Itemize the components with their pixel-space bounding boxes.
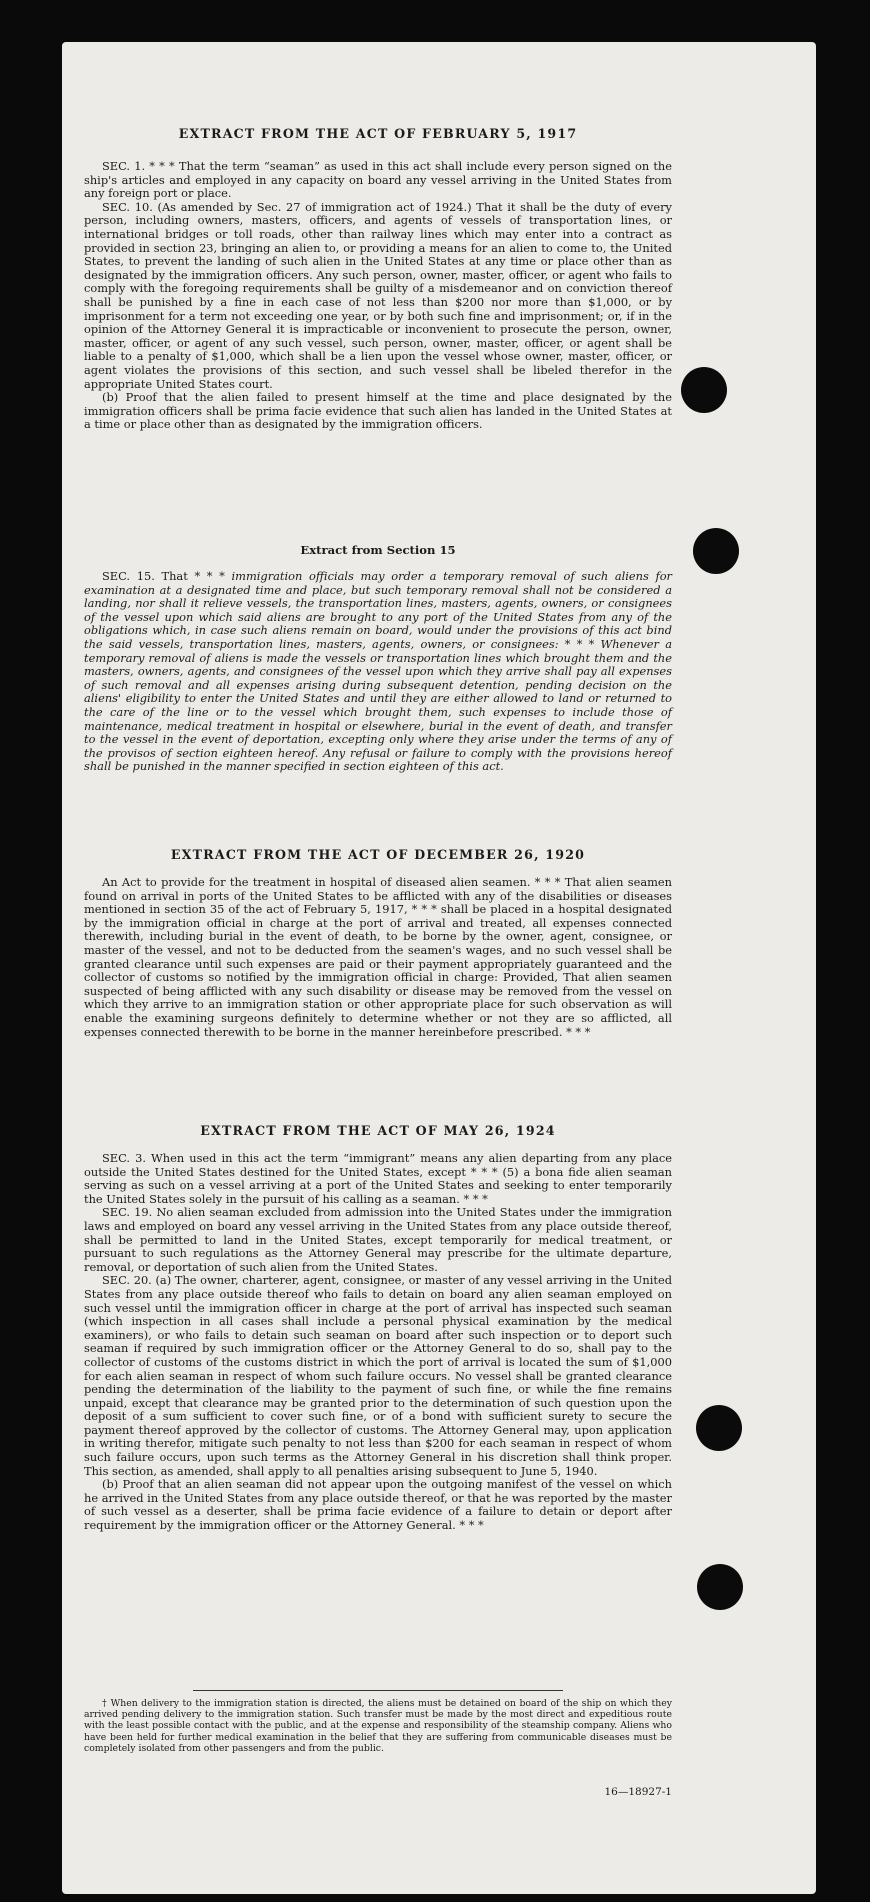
paragraph-sec-20-b: (b) Proof that an alien seaman did not appear upon the outgoing manifest of the vessel on which he arrived in the United States from any place outside thereof, or that he was reported by the master of such vessel as a deserter, shall be prima facie evidence of a failure to detain or deport after requirement by the immigration officer or the Attorney General. * * * <box>84 1477 672 1533</box>
paragraph-sec-10: SEC. 10. (As amended by Sec. 27 of immigration act of 1924.) That it shall be the duty of every person, including owners, masters, officers, and agents of vessels of transportation lines, or international bridges or toll roads, other than railway lines which may enter into a contract as provided in section 23, bringing an alien to, or providing a means for an alien to come to, the United States, to prevent the landing of such alien in the United States at any time or place other than as designated by the immigration officers. Any such person, owner, master, officer, or agent who fails to comply with the foregoing requirements shall be guilty of a misdemeanor and on conviction thereof shall be punished by a fine in each case of not less than $200 nor more than $1,000, or by imprisonment for a term not exceeding one year, or by both such fine and imprisonment; or, if in the opinion of the Attorney General it is impracticable or inconvenient to prosecute the person, owner, master, officer, or agent of any such vessel, such person, owner, master, officer, or agent shall be liable to a penalty of $1,000, which shall be a lien upon the vessel whose owner, master, officer, or agent violates the provisions of this section, and such vessel shall be libeled therefor in the appropriate United States court. <box>84 199 672 391</box>
paragraph-act-1920: An Act to provide for the treatment in hospital of diseased alien seamen. * * * That alien seamen found on arrival in ports of the United States to be afflicted with any of the disabilities or diseases mentioned in section 35 of the act of February 5, 1917, * * * shall be placed in a hospital designated by the immigration official in charge at the port of arrival and treated, all expenses connected therewith, including burial in the event of death, to be borne by the owner, agent, consignee, or master of the vessel, and not to be deducted from the seamen's wages, and no such vessel shall be granted clearance until such expenses are paid or their payment appropriately guaranteed and the collector of customs so notified by the immigration official in charge: Provided, That alien seamen suspected of being afflicted with any such disability or disease may be removed from the vessel on which they arrive to an immigration station or other appropriate place for such observation as will enable the examining surgeons definitely to determine whether or not they are so afflicted, all expenses connected therewith to be borne in the manner hereinbefore prescribed. * * * <box>84 875 672 1039</box>
paragraph-sec-19: SEC. 19. No alien seaman excluded from admission into the United States under the immigration laws and employed on board any vessel arriving in the United States from any place outside thereof, shall be permitted to land in the United States, except temporarily for medical treatment, or pursuant to such regulations as the Attorney General may prescribe for the ultimate departure, removal, or deportation of such alien from the United States. <box>84 1205 672 1274</box>
heading-section-15: Extract from Section 15 <box>300 543 456 557</box>
heading-act-1924: EXTRACT FROM THE ACT OF MAY 26, 1924 <box>200 1123 556 1138</box>
heading-act-1917: EXTRACT FROM THE ACT OF FEBRUARY 5, 1917 <box>178 126 578 141</box>
footnote: † When delivery to the immigration station is directed, the aliens must be detained on board of the ship on which they arrived pending delivery to the immigration station. Such transfer must be made by the most direct and expeditious route with the least possible contact with the public, and at the expense and responsibility of the steamship company. Aliens who have been held for further medical examination in the belief that they are suffering from communicable diseases must be completely isolated from other passengers and from the public. <box>84 1698 672 1754</box>
paragraph-sec-20-a: SEC. 20. (a) The owner, charterer, agent, consignee, or master of any vessel arriving in the United States from any place outside thereof who fails to detain on board any alien seaman employed on such vessel until the immigration officer in charge at the port of arrival has inspected such seaman (which inspection in all cases shall include a personal physical examination by the medical examiners), or who fails to detain such seaman on board after such inspection or to deport such seaman if required by such immigration officer or the Attorney General to do so, shall pay to the collector of customs of the customs district in which the port of arrival is located the sum of $1,000 for each alien seaman in respect of whom such failure occurs. No vessel shall be granted clearance pending the determination of the liability to the payment of such fine, or while the fine remains unpaid, except that clearance may be granted prior to the determination of such question upon the deposit of a sum sufficient to cover such fine, or of a bond with sufficient surety to secure the payment thereof approved by the collector of customs. The Attorney General may, upon application in writing therefor, mitigate such penalty to not less than $200 for each seaman in respect of whom such failure occurs, upon such terms as the Attorney General in his discretion shall think proper. This section, as amended, shall apply to all penalties arising subsequent to June 5, 1940. <box>84 1273 672 1478</box>
sec-15-lead: SEC. 15. That * * * <box>102 569 232 583</box>
document-code: 16—18927-1 <box>604 1786 672 1798</box>
paragraph-sec-1: SEC. 1. * * * That the term “seaman” as used in this act shall include every person signed on the ship's articles and employed in any capacity on board any vessel arriving in the United States from any foreign port or place. <box>84 159 672 201</box>
paragraph-sec-3: SEC. 3. When used in this act the term “immigrant” means any alien departing from any place outside the United States destined for the United States, except * * * (5) a bona fide alien seaman serving as such on a vessel arriving at a port of the United States and seeking to enter temporarily the United States solely in the pursuit of his calling as a seaman. * * * <box>84 1151 672 1206</box>
punch-hole <box>693 528 739 574</box>
heading-act-1920: EXTRACT FROM THE ACT OF DECEMBER 26, 1920 <box>170 847 586 862</box>
punch-hole <box>696 1405 742 1451</box>
punch-hole <box>697 1564 743 1610</box>
punch-hole <box>681 367 727 413</box>
paragraph-sec-15 <box>84 570 672 774</box>
sec-15-text: immigration officials may order a temporary removal of such aliens for examination at a designated time and place, but such temporary removal shall not be considered a landing, nor shall it relieve vessels, the transportation lines, masters, agents, owners, or consignees of the vessel upon which said aliens are brought to any port of the United States from any of the obligations which, in case such aliens remain on board, would under the provisions of this act bind the said vessels, transportation lines, masters, agents, owners, or consignees: * * * Whenever a temporary removal of aliens is made the vessels or transportation lines which brought them and the masters, owners, agents, and consignees of the vessel upon which they arrive shall pay all expenses of such removal and all expenses arising during subsequent detention, pending decision on the aliens' eligibility to enter the United States and until they are either allowed to land or returned to the care of the line or to the vessel which brought them, such expenses to include those of maintenance, medical treatment in hospital or elsewhere, burial in the event of death, and transfer to the vessel in the event of deportation, excepting only where they arise under the terms of any of the provisos of section eighteen hereof. Any refusal or failure to comply with the provisions hereof shall be punished in the manner specified in section eighteen of this act. <box>84 569 672 774</box>
paragraph-sec-10-b: (b) Proof that the alien failed to present himself at the time and place designated by the immigration officers shall be prima facie evidence that such alien has landed in the United States at a time or place other than as designated by the immigration officers. <box>84 390 672 432</box>
footnote-divider <box>193 1690 563 1691</box>
